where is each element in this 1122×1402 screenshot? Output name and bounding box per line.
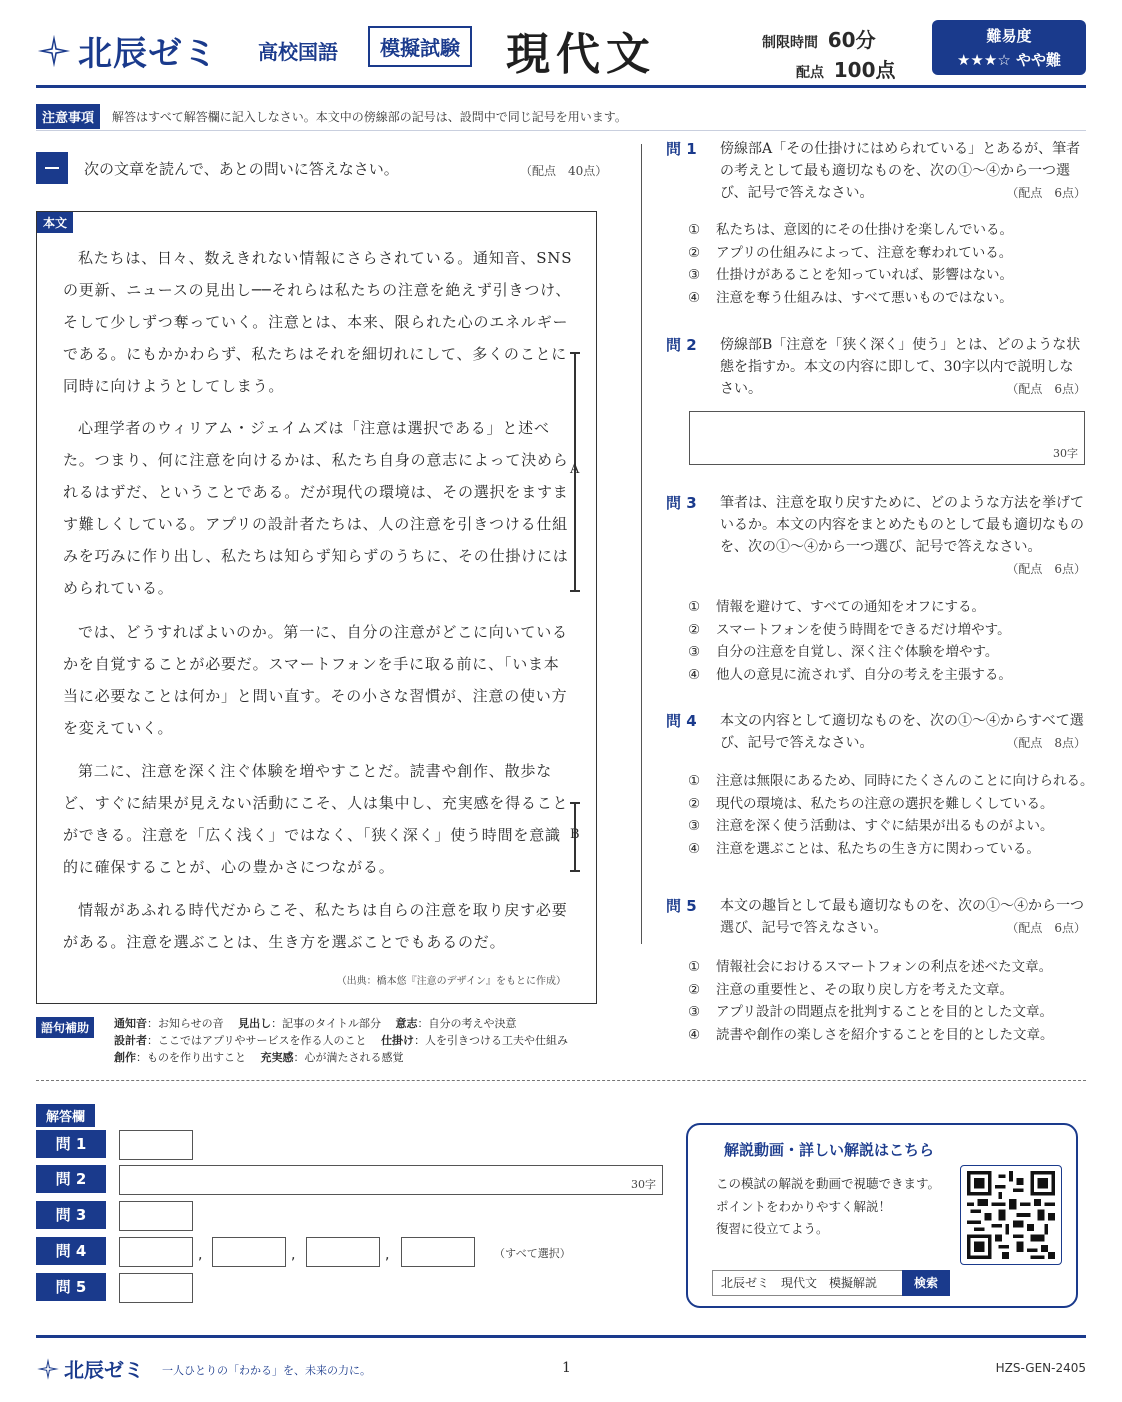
- glossary-term: 創作: [114, 1051, 136, 1064]
- option-text: 注意を奪う仕組みは、すべて悪いものではない。: [716, 290, 1013, 307]
- bracket-label-b: B: [570, 827, 580, 842]
- option-item: [688, 664, 1012, 687]
- passage-paragraph: 心理学者のウィリアム・ジェイムズは「注意は選択である」と述べた。つまり、何に注意を向けるかは、私たち自身の意志によって決められるはずだ、ということである。だが現代の環境は、その選択をますます難しくしている。アプリの設計者たちは、人の注意を引きつける仕組みを巧みに作り出し、私たちは知らず知らずのうちに、その仕掛けにはめられている。: [63, 419, 569, 597]
- footer-rule: [36, 1335, 1086, 1338]
- qr-code[interactable]: [960, 1165, 1062, 1265]
- difficulty-rating: ★★★☆ やや難: [956, 51, 1061, 69]
- time-limit: [762, 24, 876, 53]
- answer-label: 問 5: [36, 1273, 106, 1301]
- dashed-separator: [36, 1080, 1086, 1081]
- char-limit-label: 30字: [1053, 447, 1078, 460]
- option-mark: ④: [688, 1027, 701, 1044]
- option-mark: ①: [688, 959, 701, 975]
- q4-answer-box[interactable]: [212, 1237, 286, 1267]
- option-text: 他人の意見に流されず、自分の考えを主張する。: [716, 667, 1012, 684]
- option-item: [688, 219, 1013, 242]
- answer-sheet-tag: 解答欄: [36, 1104, 95, 1127]
- page-header: [36, 18, 1086, 88]
- option-mark: ④: [688, 290, 701, 307]
- option-item: [688, 641, 1012, 664]
- video-desc-line: この模試の解説を動画で視聴できます。: [716, 1176, 941, 1191]
- option-text: 情報社会におけるスマートフォンの利点を述べた文章。: [716, 959, 1053, 975]
- question-points: （配点 8点）: [1006, 736, 1086, 750]
- option-text: 仕掛けがあることを知っていれば、影響はない。: [716, 267, 1013, 284]
- option-text: 注意の重要性と、その取り戻し方を考えた文章。: [716, 981, 1013, 998]
- column-divider: [641, 144, 642, 944]
- option-text: 注意は無限にあるため、同時にたくさんのことに向けられる。: [716, 773, 1094, 789]
- bracket-label-a: A: [570, 462, 580, 477]
- option-mark: ①: [688, 599, 701, 615]
- option-text: アプリ設計の問題点を批判することを目的とした文章。: [716, 1004, 1053, 1021]
- question-number: 問 1: [666, 140, 697, 158]
- question-text: 本文の趣旨として最も適切なものを、次の①〜④から一つ選び、記号で答えなさい。: [720, 898, 1084, 936]
- difficulty-label: 難易度: [986, 27, 1032, 45]
- score-value: 100点: [833, 58, 896, 82]
- comma-separator: ,: [385, 1247, 390, 1263]
- qr-code-icon: [966, 1171, 1056, 1259]
- glossary-definition: ：心が満たされる感覚: [293, 1051, 404, 1064]
- q5-answer-box[interactable]: [119, 1273, 193, 1303]
- brand-logo: [36, 26, 218, 75]
- subject-label: 高校国語: [258, 40, 338, 64]
- option-list: [688, 219, 1013, 310]
- search-input[interactable]: 北辰ゼミ 現代文 模擬解説: [712, 1270, 904, 1296]
- glossary-list: [114, 1015, 634, 1066]
- option-mark: ②: [688, 795, 701, 812]
- question-number: 問 2: [666, 336, 697, 354]
- glossary-term: 見出し: [238, 1017, 272, 1030]
- total-score: [796, 54, 896, 83]
- video-explanation-box: [686, 1123, 1078, 1308]
- question-number: 問 3: [666, 494, 697, 512]
- answer-label: 問 4: [36, 1237, 106, 1265]
- score-label: 配点: [796, 65, 824, 81]
- option-mark: ③: [688, 818, 701, 835]
- question-points: （配点 6点）: [1006, 921, 1086, 935]
- document-code: HZS-GEN-2405: [995, 1361, 1086, 1375]
- divider: [36, 130, 1086, 131]
- passage-paragraph: 情報があふれる時代だからこそ、私たちは自らの注意を取り戻す必要がある。注意を選ぶことは、生き方を選ぶことでもあるのだ。: [63, 901, 568, 951]
- option-mark: ①: [688, 773, 701, 789]
- brand-name: 北辰ゼミ: [78, 34, 218, 74]
- exam-type-badge: 模擬試験: [368, 26, 472, 67]
- comma-separator: ,: [291, 1247, 296, 1263]
- compass-star-icon: [36, 1357, 60, 1381]
- question-points: （配点 6点）: [1006, 562, 1086, 576]
- question-text: 筆者は、注意を取り戻すために、どのような方法を挙げているか。本文の内容をまとめたものとして最も適切なものを、次の①〜④から一つ選び、記号で答えなさい。: [720, 495, 1084, 555]
- footer-brand-name: 北辰ゼミ: [64, 1358, 144, 1382]
- passage-tag: 本文: [37, 212, 73, 233]
- option-text: 注意を選ぶことは、私たちの生き方に関わっている。: [716, 841, 1040, 858]
- glossary-definition: ：人を引きつける工夫や仕組み: [414, 1034, 569, 1047]
- answer-label: 問 1: [36, 1130, 106, 1158]
- option-mark: ③: [688, 267, 701, 284]
- difficulty-badge: [932, 20, 1086, 75]
- video-description: [716, 1173, 940, 1241]
- source-citation: （出典：橋本悠『注意のデザイン』をもとに作成）: [336, 976, 566, 987]
- q2-answer-box[interactable]: [689, 411, 1085, 465]
- option-mark: ②: [688, 244, 701, 261]
- glossary-term: 充実感: [260, 1051, 294, 1064]
- option-mark: ④: [688, 841, 701, 858]
- option-item: [688, 979, 1054, 1002]
- option-item: [688, 264, 1013, 287]
- option-text: 情報を避けて、すべての通知をオフにする。: [716, 599, 986, 615]
- footer-logo: [36, 1354, 144, 1383]
- option-item: [688, 838, 1093, 861]
- passage-paragraph: 第二に、注意を深く注ぐ体験を増やすことだ。読書や創作、散歩など、すぐに結果が見えない活動にこそ、人は集中し、充実感を得ることができる。注意を「広く浅く」ではなく、「狭く深く」使う時間を意識的に確保することが、心の豊かさにつながる。: [63, 762, 569, 876]
- q1-answer-box[interactable]: [119, 1130, 193, 1160]
- time-limit-label: 制限時間: [762, 35, 818, 51]
- option-list: [688, 596, 1012, 687]
- section-instruction: 次の文章を読んで、あとの問いに答えなさい。: [84, 160, 399, 178]
- glossary-term: 通知音: [114, 1017, 147, 1030]
- notice-bar: [36, 104, 627, 129]
- page-number: 1: [562, 1360, 571, 1376]
- reading-passage: [36, 211, 597, 1004]
- q3-answer-box[interactable]: [119, 1201, 193, 1231]
- option-mark: ③: [688, 644, 701, 661]
- option-list: [688, 770, 1093, 861]
- option-text: スマートフォンを使う時間をできるだけ増やす。: [716, 621, 1011, 638]
- option-item: [688, 1024, 1054, 1047]
- question-points: （配点 6点）: [1006, 186, 1086, 200]
- option-item: [688, 596, 1012, 619]
- option-item: [688, 242, 1013, 265]
- q4-answer-box[interactable]: [119, 1237, 193, 1267]
- question-text: 本文の内容として適切なものを、次の①〜④からすべて選び、記号で答えなさい。: [720, 713, 1084, 751]
- question-points: （配点 6点）: [1006, 382, 1086, 396]
- question-number: 問 4: [666, 712, 697, 730]
- option-text: 自分の注意を自覚し、深く注ぐ体験を増やす。: [716, 644, 999, 661]
- option-item: [688, 619, 1012, 642]
- option-item: [688, 815, 1093, 838]
- option-mark: ④: [688, 667, 701, 684]
- option-item: [688, 770, 1093, 793]
- section-number-badge: [36, 152, 68, 184]
- char-limit-label: 30字: [631, 1178, 656, 1191]
- glossary-definition: ：ものを作り出すこと: [136, 1051, 246, 1064]
- option-mark: ①: [688, 222, 701, 238]
- option-text: 現代の環境は、私たちの注意の選択を難しくしている。: [716, 795, 1054, 812]
- search-button[interactable]: 検索: [902, 1270, 950, 1296]
- passage-paragraph: では、どうすればよいのか。第一に、自分の注意がどこに向いているかを自覚することが必要だ。スマートフォンを手に取る前に、「いま本当に必要なことは何か」と問い直す。その小さな習慣が、注意の使い方を変えていく。: [63, 623, 568, 737]
- option-mark: ③: [688, 1004, 701, 1021]
- glossary-term: 設計者: [114, 1034, 147, 1047]
- option-item: [688, 287, 1013, 310]
- option-item: [688, 793, 1093, 816]
- glossary-definition: ：ここではアプリやサービスを作る人のこと: [147, 1034, 367, 1047]
- option-item: [688, 1001, 1054, 1024]
- comma-separator: ,: [198, 1247, 203, 1263]
- question-number: 問 5: [666, 897, 697, 915]
- notice-text: 解答はすべて解答欄に記入しなさい。本文中の傍線部の記号は、設問中で同じ記号を用います。: [112, 110, 627, 124]
- option-item: [688, 956, 1054, 979]
- video-desc-line: ポイントをわかりやすく解説！: [716, 1198, 892, 1214]
- notice-tag: 注意事項: [36, 104, 100, 129]
- option-mark: ②: [688, 621, 701, 638]
- footer-tagline: 一人ひとりの「わかる」を、未来の力に。: [162, 1364, 371, 1377]
- section-points: （配点 40点）: [520, 164, 608, 178]
- answer-label: 問 3: [36, 1201, 106, 1229]
- question-text: 傍線部A「その仕掛けにはめられている」とあるが、筆者の考えとして最も適切なものを、次の①〜④から一つ選び、記号で答えなさい。: [720, 141, 1081, 201]
- compass-star-icon: [36, 33, 72, 69]
- glossary-term: 意志: [395, 1017, 418, 1030]
- glossary-definition: ：記事のタイトル部分: [271, 1017, 381, 1030]
- q4-answer-box[interactable]: [401, 1237, 475, 1267]
- option-text: アプリの仕組みによって、注意を奪われている。: [716, 244, 1013, 261]
- glossary-term: 仕掛け: [381, 1034, 415, 1047]
- glossary-definition: ：自分の考えや決意: [417, 1017, 517, 1030]
- glossary-tag: 語句補助: [36, 1017, 94, 1038]
- question-text: 傍線部B「注意を「狭く深く」使う」とは、どのような状態を指すか。本文の内容に即して、30字以内で説明しなさい。: [720, 337, 1081, 397]
- passage-paragraph: 私たちは、日々、数えきれない情報にさらされている。通知音、SNSの更新、ニュースの見出し──それらは私たちの注意を絶えず引きつけ、そして少しずつ奪っていく。注意とは、本来、限られた心のエネルギーである。にもかかわらず、私たちはそれを細切れにして、多くのことに同時に向けようとしてしまう。: [63, 249, 573, 395]
- glossary-definition: ：お知らせの音: [147, 1017, 224, 1030]
- video-desc-line: 復習に役立てよう。: [716, 1221, 829, 1236]
- page-title: 現代文: [506, 29, 656, 80]
- q2-answer-field[interactable]: [119, 1165, 663, 1195]
- option-mark: ②: [688, 981, 701, 998]
- answer-label: 問 2: [36, 1165, 106, 1193]
- select-all-note: （すべて選択）: [494, 1247, 571, 1260]
- time-limit-value: 60分: [827, 28, 876, 52]
- q4-answer-box[interactable]: [306, 1237, 380, 1267]
- video-box-title: 解説動画・詳しい解説はこちら: [724, 1141, 935, 1159]
- option-text: 私たちは、意図的にその仕掛けを楽しんでいる。: [716, 222, 1013, 238]
- option-text: 読書や創作の楽しさを紹介することを目的とした文章。: [716, 1027, 1054, 1044]
- option-list: [688, 956, 1054, 1047]
- option-text: 注意を深く使う活動は、すぐに結果が出るものがよい。: [716, 818, 1054, 835]
